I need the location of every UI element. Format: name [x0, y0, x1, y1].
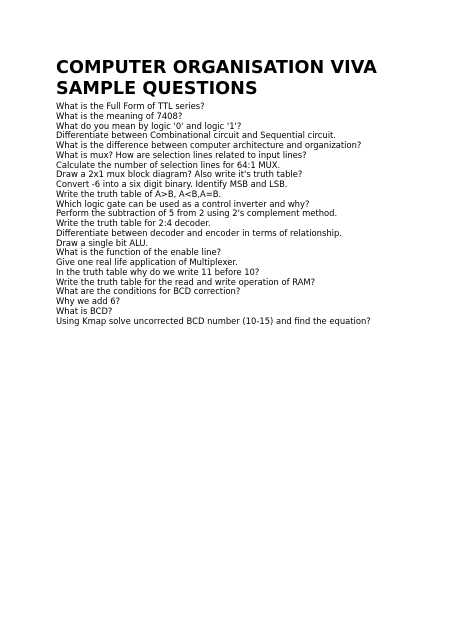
- document-body: [56, 58, 456, 326]
- question-item: What is the meaning of 7408?: [56, 110, 183, 121]
- question-item: What is the difference between computer architecture and organization?: [56, 140, 362, 150]
- question-item: Which logic gate can be used as a control inverter and why?: [56, 198, 310, 209]
- question-list: [56, 102, 456, 326]
- question-item: Calculate the number of selection lines for 64:1 MUX.: [56, 159, 281, 170]
- question-item: Why we add 6?: [56, 296, 121, 306]
- question-item: Differentiate between Combinational circuit and Sequential circuit.: [56, 130, 336, 141]
- question-item: Write the truth table of A>B, A<B,A=B.: [56, 188, 222, 199]
- question-item: What are the conditions for BCD correction?: [56, 286, 241, 297]
- question-item: Draw a single bit ALU.: [56, 237, 149, 248]
- question-item: What is the function of the enable line?: [56, 247, 222, 258]
- document-title: [56, 58, 456, 100]
- question-item: Using Kmap solve uncorrected BCD number (10-15) and find the equation?: [56, 315, 371, 326]
- title-line-2: SAMPLE QUESTIONS: [56, 79, 258, 99]
- question-item: Convert -6 into a six digit binary. Identify MSB and LSB.: [56, 179, 288, 189]
- question-item: Write the truth table for 2:4 decoder.: [56, 218, 211, 228]
- question-item: Perform the subtraction of 5 from 2 using 2's complement method.: [56, 208, 338, 219]
- question-item: What is BCD?: [56, 305, 113, 316]
- question-item: Differentiate between decoder and encoder in terms of relationship.: [56, 227, 342, 238]
- question-item: What is mux? How are selection lines related to input lines?: [56, 149, 307, 160]
- question-item: What is the Full Form of TTL series?: [56, 101, 205, 111]
- question-item: Write the truth table for the read and write operation of RAM?: [56, 276, 316, 287]
- question-item: What do you mean by logic '0' and logic '1'?: [56, 120, 242, 131]
- question-item: In the truth table why do we write 11 before 10?: [56, 266, 260, 277]
- question-item: Draw a 2x1 mux block diagram? Also write it's truth table?: [56, 169, 303, 180]
- question-item: Give one real life application of Multiplexer.: [56, 257, 238, 267]
- title-line-1: COMPUTER ORGANISATION VIVA: [56, 58, 377, 78]
